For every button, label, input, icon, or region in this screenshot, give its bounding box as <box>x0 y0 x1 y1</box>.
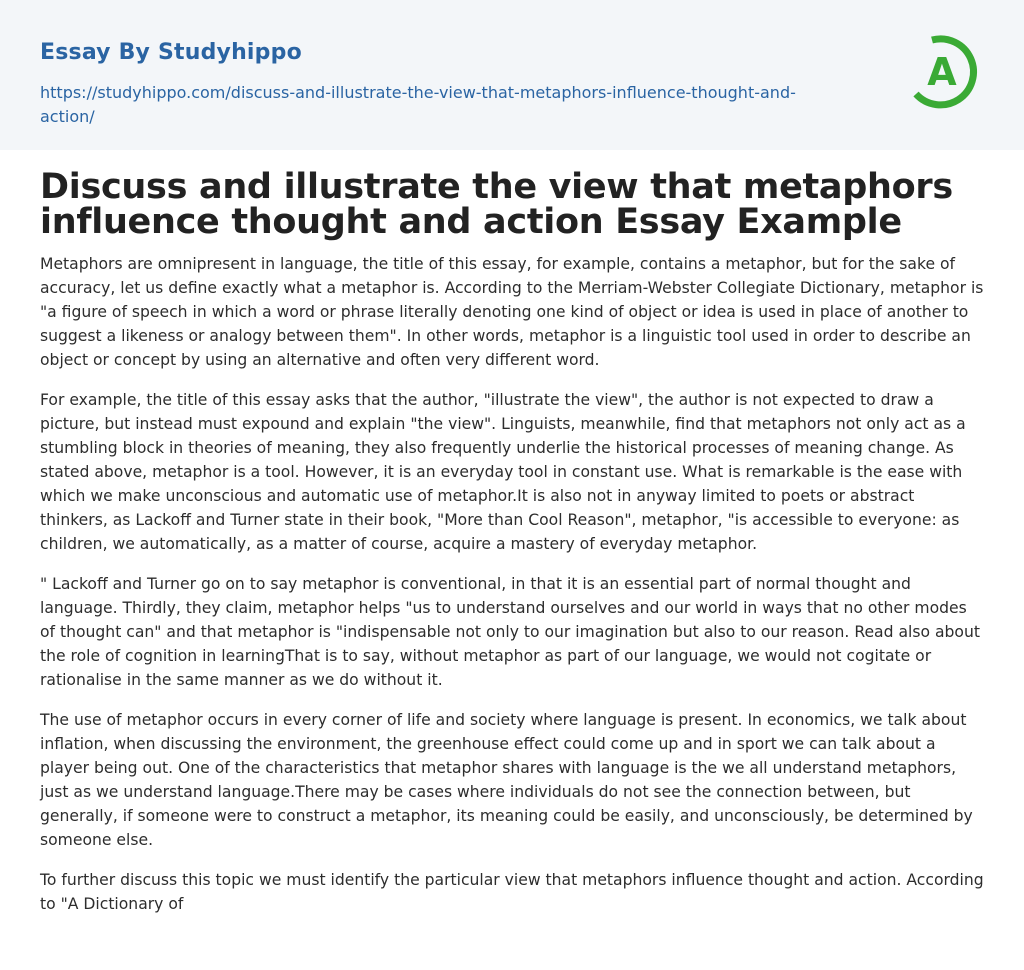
essay-body <box>40 252 984 916</box>
paragraph: For example, the title of this essay asks that the author, "illustrate the view", the author is not expected to draw a picture, but instead must expound and explain "the view". Linguists, meanwhile, find that metaphors not only act as a stumbling block in theories of meaning, they also frequently underlie the historical processes of meaning change. As stated above, metaphor is a tool. However, it is an everyday tool in constant use. What is remarkable is the ease with which we make unconscious and automatic use of metaphor.It is also not in anyway limited to poets or abstract thinkers, as Lackoff and Turner state in their book, "More than Cool Reason", metaphor, "is accessible to everyone: as children, we automatically, as a matter of course, acquire a mastery of everyday metaphor. <box>40 391 966 553</box>
paragraph: The use of metaphor occurs in every corner of life and society where language is present. In economics, we talk about inflation, when discussing the environment, the greenhouse effect could come up and in sport we can talk about a player being out. One of the characteristics that metaphor shares with language is the we all understand metaphors, just as we understand language.There may be cases where individuals do not see the connection between, but generally, if someone were to construct a metaphor, its meaning could be easily, and unconsciously, be determined by someone else. <box>40 711 973 849</box>
paragraph: Metaphors are omnipresent in language, the title of this essay, for example, contains a metaphor, but for the sake of accuracy, let us define exactly what a metaphor is. According to the Merriam-Webster Collegiate Dictionary, metaphor is "a figure of speech in which a word or phrase literally denoting one kind of object or idea is used in place of another to suggest a likeness or analogy between them". In other words, metaphor is a linguistic tool used in order to describe an object or concept by using an alternative and often very different word. <box>40 255 984 369</box>
site-header <box>0 0 1024 150</box>
paragraph: " Lackoff and Turner go on to say metaphor is conventional, in that it is an essential part of normal thought and language. Thirdly, they claim, metaphor helps "us to understand ourselves and our world in ways that no other modes of thought can" and that metaphor is "indispensable not only to our imagination but also to our reason. Read also about the role of cognition in learningThat is to say, without metaphor as part of our language, we would not cogitate or rationalise in the same manner as we do without it. <box>40 575 980 689</box>
brand-title[interactable]: Essay By Studyhippo <box>40 40 302 65</box>
essay-url-link[interactable]: https://studyhippo.com/discuss-and-illustrate-the-view-that-metaphors-influence-thought-and-action/ <box>40 83 796 126</box>
essay-content <box>40 167 984 932</box>
logo-letter: A <box>927 50 957 94</box>
studyhippo-logo-icon[interactable] <box>902 28 988 114</box>
essay-title: Discuss and illustrate the view that metaphors influence thought and action Essay Example <box>40 167 953 242</box>
paragraph: To further discuss this topic we must identify the particular view that metaphors influence thought and action. According to "A Dictionary of <box>40 871 984 913</box>
